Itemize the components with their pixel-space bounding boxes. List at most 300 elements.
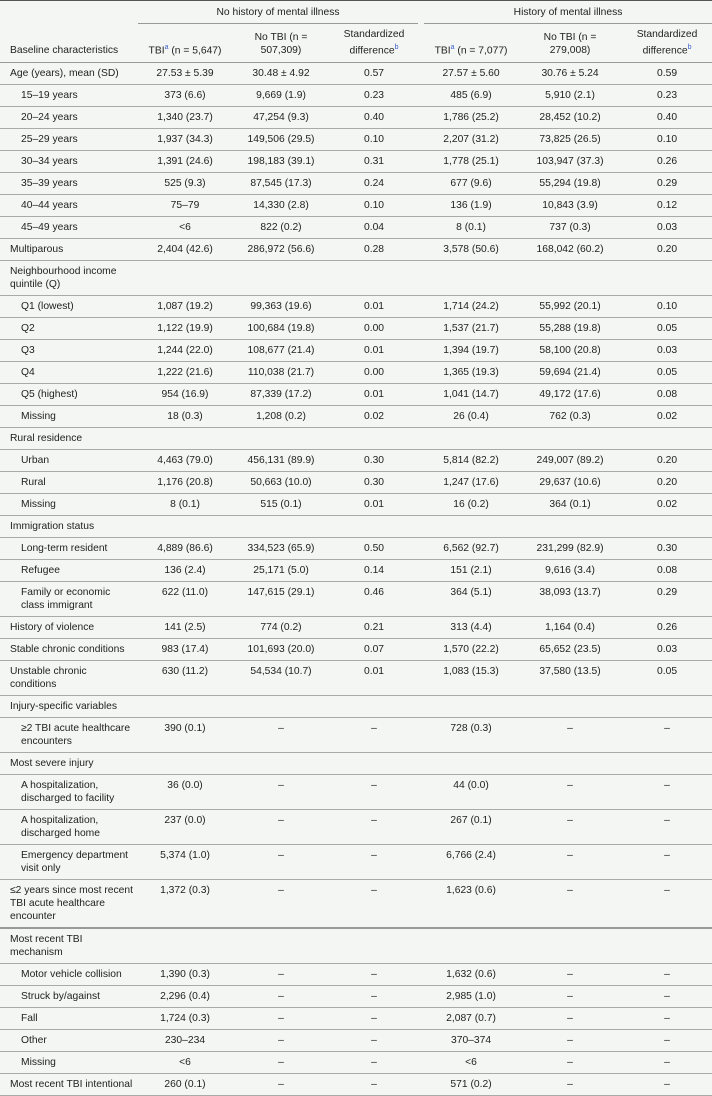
table-cell: <6 — [138, 217, 232, 239]
footnote-marker[interactable]: b — [394, 44, 399, 51]
table-cell: 0.08 — [622, 384, 712, 406]
table-cell: 1,937 (34.3) — [138, 129, 232, 151]
table-cell: 0.20 — [622, 239, 712, 261]
row-label: Most recent TBI mechanism — [0, 928, 138, 964]
table-cell: 0.01 — [330, 494, 418, 516]
row-label: ≤2 years since most recent TBI acute healthcare encounter — [0, 880, 138, 929]
table-cell: – — [518, 1030, 622, 1052]
column-header-n: (n = 507,309) — [260, 32, 308, 57]
table-cell: 1,122 (19.9) — [138, 318, 232, 340]
column-header-label: Standardized difference — [636, 29, 698, 57]
table-cell: 37,580 (13.5) — [518, 661, 622, 696]
table-cell: 525 (9.3) — [138, 173, 232, 195]
table-cell: 0.21 — [330, 617, 418, 639]
table-cell: – — [622, 1008, 712, 1030]
table-cell: – — [232, 1052, 330, 1074]
table-row — [0, 428, 712, 450]
table-cell: 1,041 (14.7) — [424, 384, 518, 406]
row-label: Most severe injury — [0, 753, 138, 775]
row-label: Struck by/against — [0, 986, 138, 1008]
table-cell: 149,506 (29.5) — [232, 129, 330, 151]
column-header — [622, 24, 712, 63]
table-cell — [622, 696, 712, 718]
table-cell: 390 (0.1) — [138, 718, 232, 753]
table-cell: 198,183 (39.1) — [232, 151, 330, 173]
column-header-n: (n = 5,647) — [171, 45, 222, 57]
table-cell: 65,652 (23.5) — [518, 639, 622, 661]
table-row — [0, 696, 712, 718]
table-cell: 249,007 (89.2) — [518, 450, 622, 472]
table-cell: 1,372 (0.3) — [138, 880, 232, 929]
table-cell: 0.26 — [622, 151, 712, 173]
table-cell: <6 — [424, 1052, 518, 1074]
table-cell: 27.53 ± 5.39 — [138, 63, 232, 85]
table-cell: 0.40 — [622, 107, 712, 129]
table-cell: 55,288 (19.8) — [518, 318, 622, 340]
table-cell: 0.59 — [622, 63, 712, 85]
table-cell: 1,570 (22.2) — [424, 639, 518, 661]
table-row — [0, 340, 712, 362]
table-cell: 571 (0.2) — [424, 1074, 518, 1096]
row-label: 40–44 years — [0, 195, 138, 217]
column-header-n: (n = 7,077) — [457, 45, 508, 57]
table-cell: – — [518, 1008, 622, 1030]
table-cell: 4,463 (79.0) — [138, 450, 232, 472]
table-cell: 0.08 — [622, 560, 712, 582]
column-header — [330, 24, 418, 63]
table-row — [0, 151, 712, 173]
table-cell: 108,677 (21.4) — [232, 340, 330, 362]
row-label: Neighbourhood income quintile (Q) — [0, 261, 138, 296]
table-cell: – — [232, 1030, 330, 1052]
row-label: Stable chronic conditions — [0, 639, 138, 661]
row-label: Rural residence — [0, 428, 138, 450]
table-row — [0, 661, 712, 696]
table-row — [0, 1030, 712, 1052]
table-cell: 1,724 (0.3) — [138, 1008, 232, 1030]
row-label: Most recent TBI intentional — [0, 1074, 138, 1096]
column-header — [518, 24, 622, 63]
row-label: Q2 — [0, 318, 138, 340]
table-cell: 0.03 — [622, 340, 712, 362]
table-cell: 373 (6.6) — [138, 85, 232, 107]
table-cell: – — [518, 810, 622, 845]
row-label: Multiparous — [0, 239, 138, 261]
table-cell: 313 (4.4) — [424, 617, 518, 639]
table-cell: 0.01 — [330, 296, 418, 318]
table-cell: 364 (0.1) — [518, 494, 622, 516]
table-row — [0, 639, 712, 661]
table-row — [0, 296, 712, 318]
table-cell: 168,042 (60.2) — [518, 239, 622, 261]
table-cell: 100,684 (19.8) — [232, 318, 330, 340]
table-cell — [518, 753, 622, 775]
table-cell: 677 (9.6) — [424, 173, 518, 195]
table-cell: – — [330, 986, 418, 1008]
table-cell: 6,562 (92.7) — [424, 538, 518, 560]
table-cell: – — [232, 1074, 330, 1096]
table-cell — [518, 261, 622, 296]
row-label: History of violence — [0, 617, 138, 639]
table-cell: 103,947 (37.3) — [518, 151, 622, 173]
table-cell — [518, 428, 622, 450]
table-cell: 38,093 (13.7) — [518, 582, 622, 617]
table-cell: 0.01 — [330, 340, 418, 362]
table-row — [0, 617, 712, 639]
table-cell: 774 (0.2) — [232, 617, 330, 639]
table-cell: 6,766 (2.4) — [424, 845, 518, 880]
table-cell: 622 (11.0) — [138, 582, 232, 617]
table-cell — [622, 753, 712, 775]
table-cell: 49,172 (17.6) — [518, 384, 622, 406]
row-label: A hospitalization, discharged to facility — [0, 775, 138, 810]
table-cell: 0.05 — [622, 318, 712, 340]
table-cell: 30.76 ± 5.24 — [518, 63, 622, 85]
table-cell: 0.03 — [622, 639, 712, 661]
table-row — [0, 845, 712, 880]
table-cell: 1,778 (25.1) — [424, 151, 518, 173]
table-cell: 456,131 (89.9) — [232, 450, 330, 472]
row-label: Q3 — [0, 340, 138, 362]
table-cell — [232, 928, 330, 964]
table-cell: 334,523 (65.9) — [232, 538, 330, 560]
table-cell — [518, 696, 622, 718]
table-cell: 147,615 (29.1) — [232, 582, 330, 617]
table-cell: 44 (0.0) — [424, 775, 518, 810]
table-cell: – — [232, 964, 330, 986]
table-cell: 87,339 (17.2) — [232, 384, 330, 406]
table-cell: 1,786 (25.2) — [424, 107, 518, 129]
table-cell — [622, 928, 712, 964]
table-cell: 136 (2.4) — [138, 560, 232, 582]
table-row — [0, 582, 712, 617]
table-cell: – — [518, 1052, 622, 1074]
table-cell: – — [232, 1008, 330, 1030]
table-cell — [232, 516, 330, 538]
table-cell: 0.30 — [622, 538, 712, 560]
row-label: Rural — [0, 472, 138, 494]
table-cell: 0.10 — [330, 129, 418, 151]
table-row — [0, 217, 712, 239]
table-cell: 1,087 (19.2) — [138, 296, 232, 318]
table-cell: 0.04 — [330, 217, 418, 239]
table-cell: 1,394 (19.7) — [424, 340, 518, 362]
table-cell: 260 (0.1) — [138, 1074, 232, 1096]
table-cell: 25,171 (5.0) — [232, 560, 330, 582]
table-cell: 141 (2.5) — [138, 617, 232, 639]
table-cell: 0.10 — [622, 129, 712, 151]
table-cell: 5,910 (2.1) — [518, 85, 622, 107]
row-label: Unstable chronic conditions — [0, 661, 138, 696]
table-row — [0, 318, 712, 340]
table-row — [0, 560, 712, 582]
table-cell — [622, 516, 712, 538]
column-header-characteristics: Baseline characteristics — [0, 24, 138, 63]
table-cell: 0.12 — [622, 195, 712, 217]
table-cell — [424, 753, 518, 775]
table-cell: 1,391 (24.6) — [138, 151, 232, 173]
table-cell: 1,632 (0.6) — [424, 964, 518, 986]
table-cell: 99,363 (19.6) — [232, 296, 330, 318]
table-cell — [424, 261, 518, 296]
table-cell: 18 (0.3) — [138, 406, 232, 428]
table-cell: 87,545 (17.3) — [232, 173, 330, 195]
table-row — [0, 173, 712, 195]
table-cell: 0.14 — [330, 560, 418, 582]
table-cell: 0.20 — [622, 450, 712, 472]
table-cell: 2,087 (0.7) — [424, 1008, 518, 1030]
table-row — [0, 195, 712, 217]
table-cell: – — [232, 718, 330, 753]
table-cell: 0.50 — [330, 538, 418, 560]
table-row — [0, 753, 712, 775]
table-row — [0, 362, 712, 384]
column-header-label: No TBI — [543, 32, 579, 44]
column-header-label: Standardized difference — [343, 29, 405, 57]
table-cell — [232, 428, 330, 450]
table-row — [0, 1008, 712, 1030]
column-header — [424, 24, 518, 63]
table-cell: – — [330, 845, 418, 880]
table-cell: 728 (0.3) — [424, 718, 518, 753]
table-row — [0, 516, 712, 538]
table-cell: 101,693 (20.0) — [232, 639, 330, 661]
row-label: 30–34 years — [0, 151, 138, 173]
table-cell: 1,537 (21.7) — [424, 318, 518, 340]
table-cell — [138, 261, 232, 296]
row-label: Q4 — [0, 362, 138, 384]
table-cell: 29,637 (10.6) — [518, 472, 622, 494]
footnote-marker[interactable]: a — [164, 44, 169, 51]
table-row — [0, 63, 712, 85]
table-cell: 630 (11.2) — [138, 661, 232, 696]
table-row — [0, 261, 712, 296]
group-header-no-mental-illness: No history of mental illness — [138, 1, 418, 24]
table-cell: – — [518, 845, 622, 880]
table-cell: 0.02 — [330, 406, 418, 428]
table-cell: 267 (0.1) — [424, 810, 518, 845]
row-label: ≥2 TBI acute healthcare encounters — [0, 718, 138, 753]
table-row — [0, 450, 712, 472]
column-header-n: (n = 279,008) — [549, 32, 597, 57]
table-cell: 151 (2.1) — [424, 560, 518, 582]
table-cell: – — [330, 810, 418, 845]
table-cell: 0.02 — [622, 406, 712, 428]
table-cell: – — [330, 880, 418, 929]
table-cell: 16 (0.2) — [424, 494, 518, 516]
table-cell: 2,404 (42.6) — [138, 239, 232, 261]
table-cell: 2,296 (0.4) — [138, 986, 232, 1008]
footnote-marker[interactable]: a — [450, 44, 455, 51]
table-cell: 5,374 (1.0) — [138, 845, 232, 880]
table-cell: 0.03 — [622, 217, 712, 239]
row-label: Other — [0, 1030, 138, 1052]
table-cell: – — [622, 810, 712, 845]
row-label: Long-term resident — [0, 538, 138, 560]
table-cell: – — [622, 1074, 712, 1096]
table-cell: 55,992 (20.1) — [518, 296, 622, 318]
table-cell: – — [622, 775, 712, 810]
row-label: Motor vehicle collision — [0, 964, 138, 986]
table-cell: 0.00 — [330, 318, 418, 340]
table-cell: 485 (6.9) — [424, 85, 518, 107]
table-cell: – — [518, 1074, 622, 1096]
table-cell: 230–234 — [138, 1030, 232, 1052]
table-cell: 1,083 (15.3) — [424, 661, 518, 696]
table-cell: 136 (1.9) — [424, 195, 518, 217]
column-header — [138, 24, 232, 63]
table-cell: 822 (0.2) — [232, 217, 330, 239]
table-cell: 4,889 (86.6) — [138, 538, 232, 560]
table-cell: 0.23 — [622, 85, 712, 107]
table-cell: 0.31 — [330, 151, 418, 173]
table-cell: 2,985 (1.0) — [424, 986, 518, 1008]
row-label: 20–24 years — [0, 107, 138, 129]
table-cell: <6 — [138, 1052, 232, 1074]
table-cell: – — [232, 775, 330, 810]
table-cell: 0.40 — [330, 107, 418, 129]
table-cell — [330, 753, 418, 775]
table-cell — [518, 928, 622, 964]
table-cell: 110,038 (21.7) — [232, 362, 330, 384]
table-cell — [518, 516, 622, 538]
table-cell: 0.01 — [330, 384, 418, 406]
table-cell — [330, 516, 418, 538]
table-cell: – — [330, 1030, 418, 1052]
table-cell — [330, 428, 418, 450]
table-cell: 9,669 (1.9) — [232, 85, 330, 107]
table-cell — [138, 696, 232, 718]
table-cell: – — [622, 1030, 712, 1052]
table-cell: 26 (0.4) — [424, 406, 518, 428]
table-cell — [330, 261, 418, 296]
group-header-mental-illness: History of mental illness — [424, 1, 712, 24]
table-cell: 1,247 (17.6) — [424, 472, 518, 494]
table-cell: 8 (0.1) — [138, 494, 232, 516]
table-cell: 9,616 (3.4) — [518, 560, 622, 582]
table-cell: – — [518, 880, 622, 929]
footnote-marker[interactable]: b — [687, 44, 692, 51]
table-cell: 762 (0.3) — [518, 406, 622, 428]
table-cell: 1,222 (21.6) — [138, 362, 232, 384]
table-cell — [330, 696, 418, 718]
column-header-label: TBI — [148, 45, 165, 57]
table-cell: – — [330, 775, 418, 810]
table-cell: 8 (0.1) — [424, 217, 518, 239]
table-cell: – — [518, 775, 622, 810]
table-row — [0, 775, 712, 810]
table-cell — [330, 928, 418, 964]
table-cell: 1,365 (19.3) — [424, 362, 518, 384]
table-row — [0, 406, 712, 428]
table-cell: 3,578 (50.6) — [424, 239, 518, 261]
table-cell: – — [622, 718, 712, 753]
table-cell: 0.05 — [622, 362, 712, 384]
table-cell: 0.46 — [330, 582, 418, 617]
table-cell: 286,972 (56.6) — [232, 239, 330, 261]
row-label: Missing — [0, 406, 138, 428]
table-row — [0, 538, 712, 560]
table-cell: – — [518, 718, 622, 753]
table-cell: 50,663 (10.0) — [232, 472, 330, 494]
table-cell: 364 (5.1) — [424, 582, 518, 617]
table-cell — [138, 428, 232, 450]
table-cell — [424, 696, 518, 718]
table-row — [0, 810, 712, 845]
table-cell: 55,294 (19.8) — [518, 173, 622, 195]
table-row — [0, 107, 712, 129]
row-label: Missing — [0, 1052, 138, 1074]
table-cell: 1,714 (24.2) — [424, 296, 518, 318]
table-cell: – — [622, 1052, 712, 1074]
table-cell: – — [330, 1074, 418, 1096]
table-cell: – — [622, 964, 712, 986]
table-cell: 0.00 — [330, 362, 418, 384]
table-cell: 0.29 — [622, 582, 712, 617]
table-cell: 58,100 (20.8) — [518, 340, 622, 362]
table-cell — [424, 428, 518, 450]
table-cell — [424, 516, 518, 538]
table-cell: 0.01 — [330, 661, 418, 696]
table-cell: – — [232, 810, 330, 845]
table-cell: 28,452 (10.2) — [518, 107, 622, 129]
table-cell: 73,825 (26.5) — [518, 129, 622, 151]
table-row — [0, 986, 712, 1008]
table-cell: 2,207 (31.2) — [424, 129, 518, 151]
table-cell: 370–374 — [424, 1030, 518, 1052]
table-cell: 737 (0.3) — [518, 217, 622, 239]
table-cell — [138, 516, 232, 538]
table-cell — [622, 261, 712, 296]
table-cell — [138, 753, 232, 775]
table-cell: 515 (0.1) — [232, 494, 330, 516]
table-cell — [622, 428, 712, 450]
row-label: Q5 (highest) — [0, 384, 138, 406]
table-cell: – — [330, 718, 418, 753]
table-cell — [232, 696, 330, 718]
table-cell: – — [622, 880, 712, 929]
table-cell — [232, 261, 330, 296]
table-cell: 0.07 — [330, 639, 418, 661]
table-cell: 0.10 — [622, 296, 712, 318]
table-cell: 1,340 (23.7) — [138, 107, 232, 129]
table-cell: – — [518, 964, 622, 986]
table-cell: 1,244 (22.0) — [138, 340, 232, 362]
table-row — [0, 129, 712, 151]
table-cell: 0.23 — [330, 85, 418, 107]
table-cell: 54,534 (10.7) — [232, 661, 330, 696]
table-cell: 0.02 — [622, 494, 712, 516]
table-cell: 983 (17.4) — [138, 639, 232, 661]
table-row — [0, 880, 712, 929]
table-cell: 36 (0.0) — [138, 775, 232, 810]
table-cell: – — [330, 1008, 418, 1030]
table-cell: 0.30 — [330, 450, 418, 472]
table-row — [0, 472, 712, 494]
table-cell — [232, 753, 330, 775]
table-cell: – — [330, 964, 418, 986]
row-label: A hospitalization, discharged home — [0, 810, 138, 845]
row-label: Injury-specific variables — [0, 696, 138, 718]
table-cell: – — [622, 986, 712, 1008]
table-row — [0, 384, 712, 406]
table-row — [0, 85, 712, 107]
table-cell: 0.20 — [622, 472, 712, 494]
row-label: Family or economic class immigrant — [0, 582, 138, 617]
row-label: 15–19 years — [0, 85, 138, 107]
table-cell: 1,623 (0.6) — [424, 880, 518, 929]
table-cell: 0.30 — [330, 472, 418, 494]
